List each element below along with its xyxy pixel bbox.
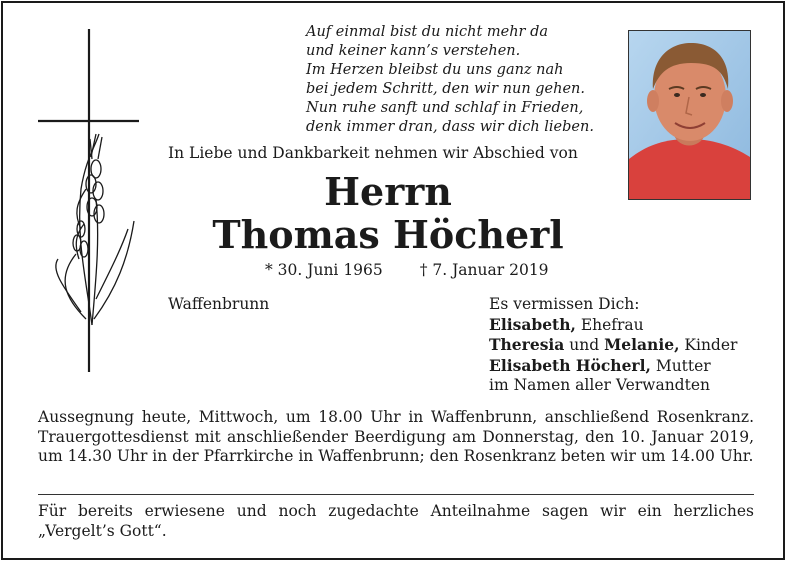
mourner-connector: und	[564, 336, 605, 354]
thanks-text: Für bereits erwiesene und noch zugedachte Anteilnahme sagen wir ein herzliches „Vergelt’s Gott“.	[38, 502, 754, 540]
mourner-line	[489, 315, 737, 336]
death-date: † 7. Januar 2019	[419, 261, 549, 279]
poem-line: denk immer dran, dass wir dich lieben.	[306, 119, 594, 135]
mourners-heading: Es vermissen Dich:	[489, 295, 640, 313]
mourners-closing: im Namen aller Verwandten	[489, 376, 710, 394]
divider	[38, 494, 754, 495]
poem-line: bei jedem Schritt, den wir nun gehen.	[306, 81, 585, 97]
service-details: Aussegnung heute, Mittwoch, um 18.00 Uhr in Waffenbrunn, anschließend Rosenkranz. Trauergottesdienst mit anschließender Beerdigung am Donnerstag, den 10. Januar 2019, um 14.30 Uhr in der Pfarrkirche in Waffenbrunn; den Rosenkranz beten wir um 14.00 Uhr.	[38, 408, 754, 465]
poem-line: und keiner kann’s verstehen.	[306, 43, 521, 59]
mourner-name: Elisabeth Höcherl,	[489, 355, 651, 375]
poem-line: Nun ruhe sanft und schlaf in Frieden,	[306, 100, 584, 116]
mourner-name: Melanie,	[604, 335, 680, 354]
poem	[306, 23, 626, 137]
mourner-relation: Kinder	[679, 336, 738, 354]
mourner-line	[489, 335, 737, 356]
deceased-name: Thomas Höcherl	[212, 212, 564, 257]
mourner-name: Elisabeth,	[489, 314, 576, 334]
mourner-line	[489, 356, 737, 377]
mourners-list	[489, 295, 737, 396]
salutation: Herrn	[324, 169, 452, 214]
mourner-relation: Ehefrau	[575, 315, 644, 334]
obituary-card	[1, 1, 785, 560]
mourner-name: Theresia	[489, 335, 565, 354]
life-dates	[265, 261, 549, 279]
intro-text: In Liebe und Dankbarkeit nehmen wir Abschied von	[168, 144, 578, 162]
mourner-relation: Mutter	[650, 356, 711, 375]
poem-line: Auf einmal bist du nicht mehr da	[306, 24, 549, 40]
poem-line: Im Herzen bleibst du uns ganz nah	[306, 62, 564, 78]
hometown: Waffenbrunn	[168, 295, 270, 313]
birth-date: * 30. Juni 1965	[265, 261, 383, 279]
